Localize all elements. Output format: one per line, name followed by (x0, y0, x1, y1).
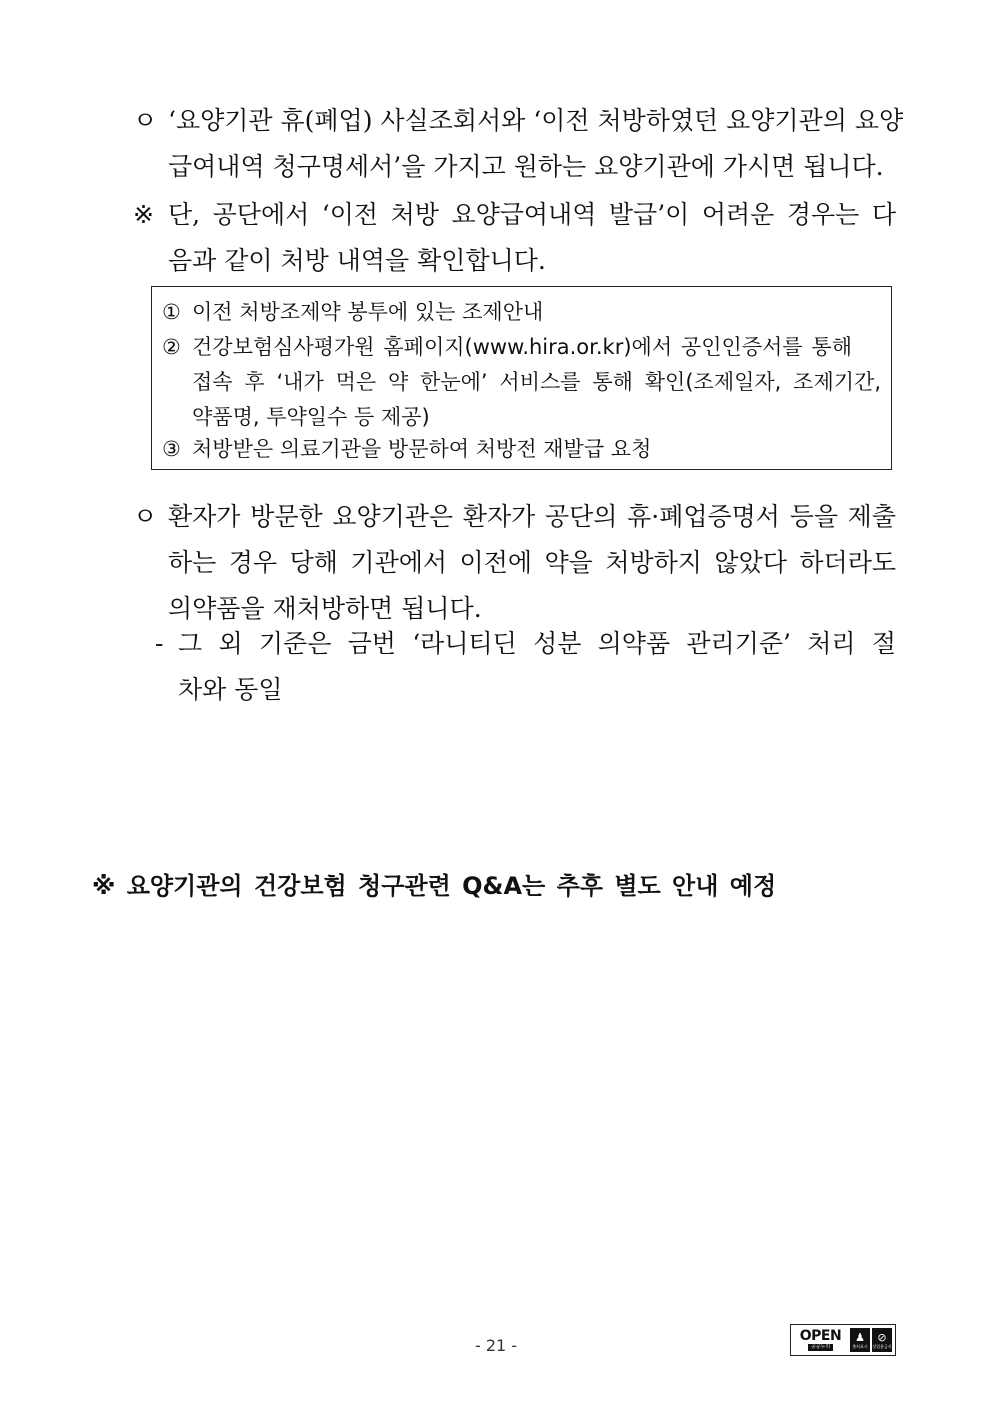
circle-bullet: ㅇ (133, 106, 158, 135)
item-text-continued: 약품명, 투약일수 등 제공) (192, 405, 430, 429)
paragraph-reopen-guide (168, 98, 904, 190)
paragraph-line: 하는 경우 당해 기관에서 이전에 약을 처방하지 않았다 하더라도 (168, 548, 896, 577)
attribution-label: 출처표시 (852, 1343, 868, 1349)
license-icons (850, 1325, 895, 1355)
paragraph-line: 그 외 기준은 금번 ‘라니티딘 성분 의약품 관리기준’ 처리 절 (178, 629, 896, 658)
paragraph-line: 급여내역 청구명세서’을 가지고 원하는 요양기관에 가시면 됩니다. (168, 152, 884, 181)
box-item-2 (162, 330, 881, 365)
open-wordmark (791, 1325, 850, 1355)
attribution-icon: ♟ 출처표시 (850, 1328, 870, 1352)
item-number: ① (162, 300, 181, 324)
open-sub: 공공누리 (808, 1344, 833, 1351)
paragraph-line: ‘요양기관 휴(폐업) 사실조회서와 ‘이전 처방하였던 요양기관의 요양 (168, 106, 904, 135)
page-number: - 21 - (474, 1336, 518, 1355)
paragraph-line: 환자가 방문한 요양기관은 환자가 공단의 휴·폐업증명서 등을 제출 (168, 502, 896, 531)
item-text: 처방받은 의료기관을 방문하여 처방전 재발급 요청 (192, 437, 652, 461)
paragraph-line: 의약품을 재처방하면 됩니다. (168, 594, 482, 623)
dash-bullet: - (155, 629, 164, 658)
reference-mark: ※ (133, 200, 154, 229)
paragraph-exception (168, 192, 896, 284)
kogl-open-logo (790, 1324, 896, 1356)
qa-notice: ※ 요양기관의 건강보험 청구관련 Q&A는 추후 별도 안내 예정 (92, 872, 777, 900)
prescription-check-box (151, 286, 892, 470)
item-number: ③ (162, 437, 181, 461)
item-text-continued: 접속 후 ‘내가 먹은 약 한눈에’ 서비스를 통해 확인(조제일자, 조제기간, (192, 370, 881, 394)
item-text: 이전 처방조제약 봉투에 있는 조제안내 (192, 300, 544, 324)
paragraph-represcription (168, 494, 896, 632)
noncommercial-icon: ⊘ 상업용금지 (872, 1328, 892, 1352)
paragraph-other-criteria (178, 621, 896, 713)
box-item-3 (162, 432, 881, 467)
paragraph-line: 음과 같이 처방 내역을 확인합니다. (168, 246, 546, 275)
open-word: OPEN (799, 1328, 842, 1344)
box-item-1 (162, 295, 881, 330)
item-text: 건강보험심사평가원 홈페이지(www.hira.or.kr)에서 공인인증서를 통해 (192, 335, 852, 359)
item-number: ② (162, 335, 181, 359)
noncommercial-label: 상업용금지 (872, 1343, 892, 1349)
paragraph-line: 차와 동일 (178, 675, 283, 704)
paragraph-line: 단, 공단에서 ‘이전 처방 요양급여내역 발급’이 어려운 경우는 다 (168, 200, 896, 229)
circle-bullet: ㅇ (133, 502, 158, 531)
